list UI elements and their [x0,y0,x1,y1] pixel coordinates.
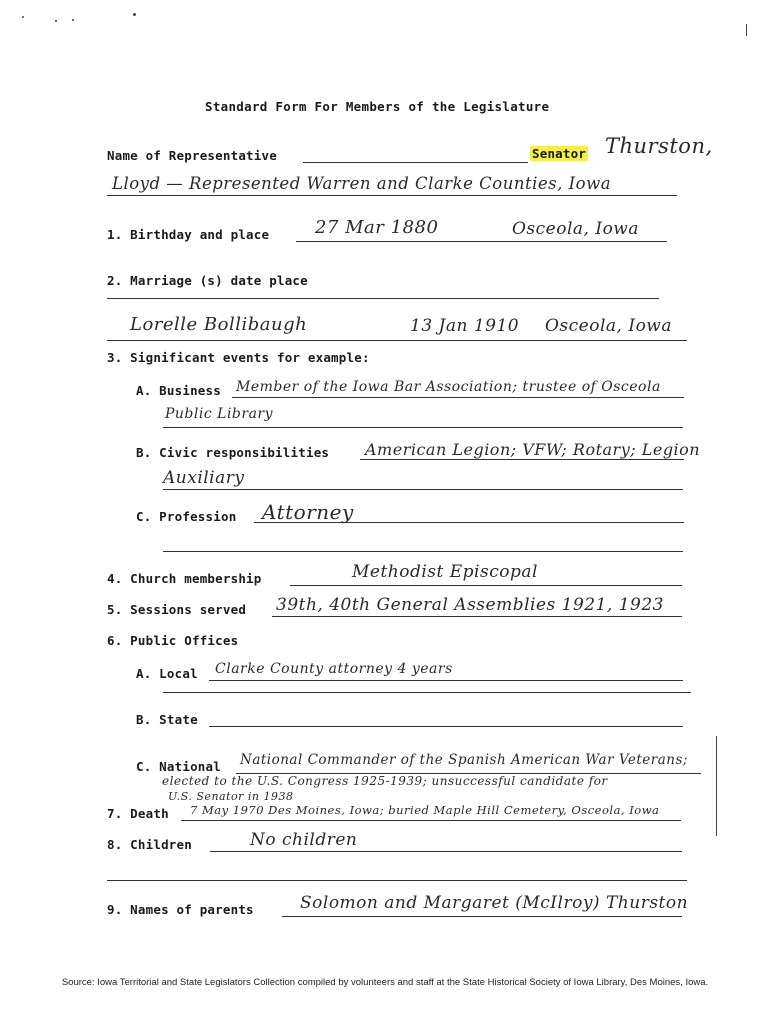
marriage-label: 2. Marriage (s) date place [107,273,308,288]
form-title: Standard Form For Members of the Legislature [205,99,550,114]
parents-handwriting: Solomon and Margaret (McIlroy) Thurston [300,893,689,913]
children-rule-2 [107,880,687,881]
marriage-handwriting-place: Osceola, Iowa [545,316,672,336]
death-label: 7. Death [107,806,169,821]
local-rule-2 [163,692,691,693]
business-rule [232,397,684,398]
death-handwriting: 7 May 1970 Des Moines, Iowa; buried Maple Hill Cemetery, Osceola, Iowa [190,803,660,817]
margin-mark [716,736,717,836]
business-label: A. Business [136,383,221,398]
source-footer: Source: Iowa Territorial and State Legislators Collection compiled by volunteers and staff at the State Historical Society of Iowa Library, Des Moines, Iowa. [61,977,709,988]
profession-rule-2 [163,551,683,552]
sessions-label: 5. Sessions served [107,602,247,617]
parents-rule [282,916,682,917]
local-handwriting: Clarke County attorney 4 years [215,661,453,677]
scan-mark [746,24,747,36]
marriage-handwriting-date: 13 Jan 1910 [410,316,520,336]
state-rule [209,726,683,727]
state-label: B. State [136,712,198,727]
civic-handwriting-1: American Legion; VFW; Rotary; Legion [365,440,701,459]
name-rule [303,162,528,163]
profession-label: C. Profession [136,509,237,524]
children-label: 8. Children [107,837,192,852]
children-rule [210,851,682,852]
name-handwriting-line2: Lloyd — Represented Warren and Clarke Counties, Iowa [112,174,612,193]
civic-handwriting-2: Auxiliary [163,468,245,488]
church-rule [290,585,682,586]
business-handwriting-1: Member of the Iowa Bar Association; trustee of Osceola [236,379,661,395]
scan-speck [55,20,57,22]
civic-rule-2 [163,489,683,490]
name-label: Name of Representative [107,148,277,163]
church-label: 4. Church membership [107,571,262,586]
church-handwriting: Methodist Episcopal [352,562,538,582]
sessions-handwriting: 39th, 40th General Assemblies 1921, 1923 [276,595,664,615]
profession-handwriting: Attorney [262,500,354,524]
birthday-rule [296,241,667,242]
civic-label: B. Civic responsibilities [136,445,330,460]
scan-speck [133,13,136,16]
senator-label: Senator [532,146,587,161]
marriage-rule [107,298,659,299]
business-rule-2 [163,427,683,428]
marriage-rule-2 [107,340,687,341]
offices-label: 6. Public Offices [107,633,239,648]
civic-rule [360,459,684,460]
national-handwriting-2: elected to the U.S. Congress 1925-1939; unsuccessful candidate for [162,774,608,788]
national-label: C. National [136,759,221,774]
national-handwriting-1: National Commander of the Spanish American War Veterans; [240,752,688,768]
scan-speck [22,16,24,18]
marriage-handwriting-name: Lorelle Bollibaugh [130,314,308,335]
national-handwriting-3: U.S. Senator in 1938 [168,790,294,803]
birthday-handwriting-date: 27 Mar 1880 [315,217,439,238]
sessions-rule [272,616,682,617]
birthday-label: 1. Birthday and place [107,227,270,242]
birthday-handwriting-place: Osceola, Iowa [512,219,639,239]
parents-label: 9. Names of parents [107,902,254,917]
children-handwriting: No children [250,830,358,850]
local-label: A. Local [136,666,198,681]
name-handwriting-surname: Thurston, [605,134,713,158]
business-handwriting-2: Public Library [165,406,274,422]
events-label: 3. Significant events for example: [107,350,370,365]
local-rule [209,680,683,681]
scan-speck [72,19,74,21]
death-rule [181,820,681,821]
name-rule-2 [107,195,677,196]
